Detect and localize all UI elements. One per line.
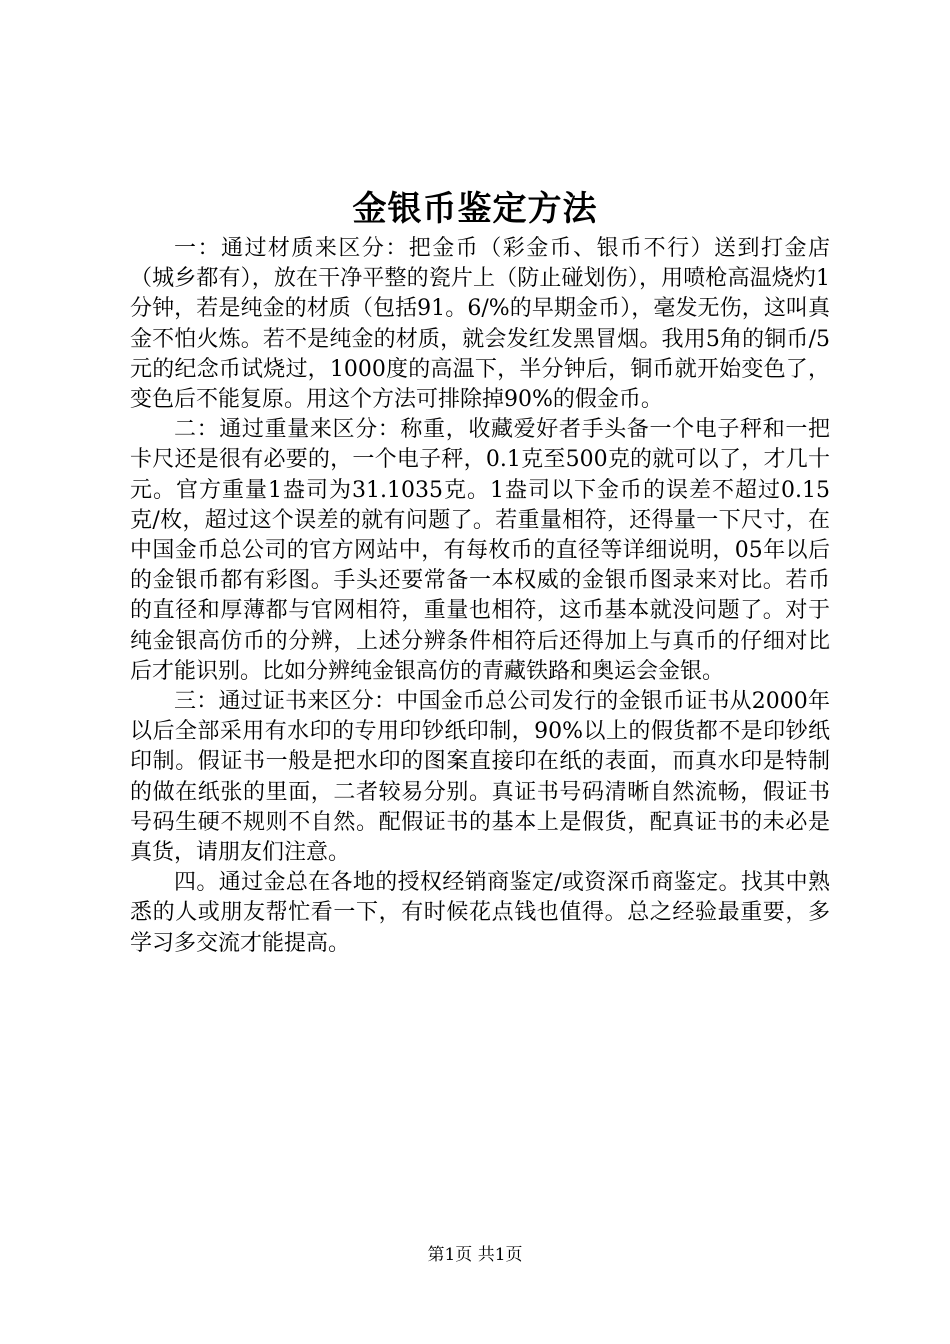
document-body	[130, 234, 830, 959]
paragraph-weight: 二：通过重量来区分：称重，收藏爱好者手头备一个电子秤和一把卡尺还是很有必要的，一个电子秤，0.1克至500克的就可以了，才几十元。官方重量1盎司为31.1035克。1盎司以下金币的误差不超过0.15克/枚，超过这个误差的就有问题了。若重量相符，还得量一下尺寸，在中国金币总公司的官方网站中，有每枚币的直径等详细说明，05年以后的金银币都有彩图。手头还要常备一本权威的金银币图录来对比。若币的直径和厚薄都与官网相符，重量也相符，这币基本就没问题了。对于纯金银高仿币的分辨，上述分辨条件相符后还得加上与真币的仔细对比后才能识别。比如分辨纯金银高仿的青藏铁路和奥运会金银。	[130, 417, 830, 684]
page-number: 第1页 共1页	[427, 1245, 523, 1265]
paragraph-material: 一：通过材质来区分：把金币（彩金币、银币不行）送到打金店（城乡都有），放在干净平整的瓷片上（防止碰划伤），用喷枪高温烧灼1分钟，若是纯金的材质（包括91。6/%的早期金币），毫发无伤，这叫真金不怕火炼。若不是纯金的材质，就会发红发黑冒烟。我用5角的铜币/5元的纪念币试烧过，1000度的高温下，半分钟后，铜币就开始变色了，变色后不能复原。用这个方法可排除掉90%的假金币。	[130, 236, 830, 413]
paragraph-dealer: 四。通过金总在各地的授权经销商鉴定/或资深币商鉴定。找其中熟悉的人或朋友帮忙看一下，有时候花点钱也值得。总之经验最重要，多学习多交流才能提高。	[130, 870, 830, 956]
document-title: 金银币鉴定方法	[352, 189, 598, 229]
paragraph-certificate: 三：通过证书来区分：中国金币总公司发行的金银币证书从2000年以后全部采用有水印的专用印钞纸印制，90%以上的假货都不是印钞纸印制。假证书一般是把水印的图案直接印在纸的表面，而真水印是特制的做在纸张的里面，二者较易分别。真证书号码清晰自然流畅，假证书号码生硬不规则不自然。配假证书的基本上是假货，配真证书的未必是真货，请朋友们注意。	[130, 689, 830, 866]
